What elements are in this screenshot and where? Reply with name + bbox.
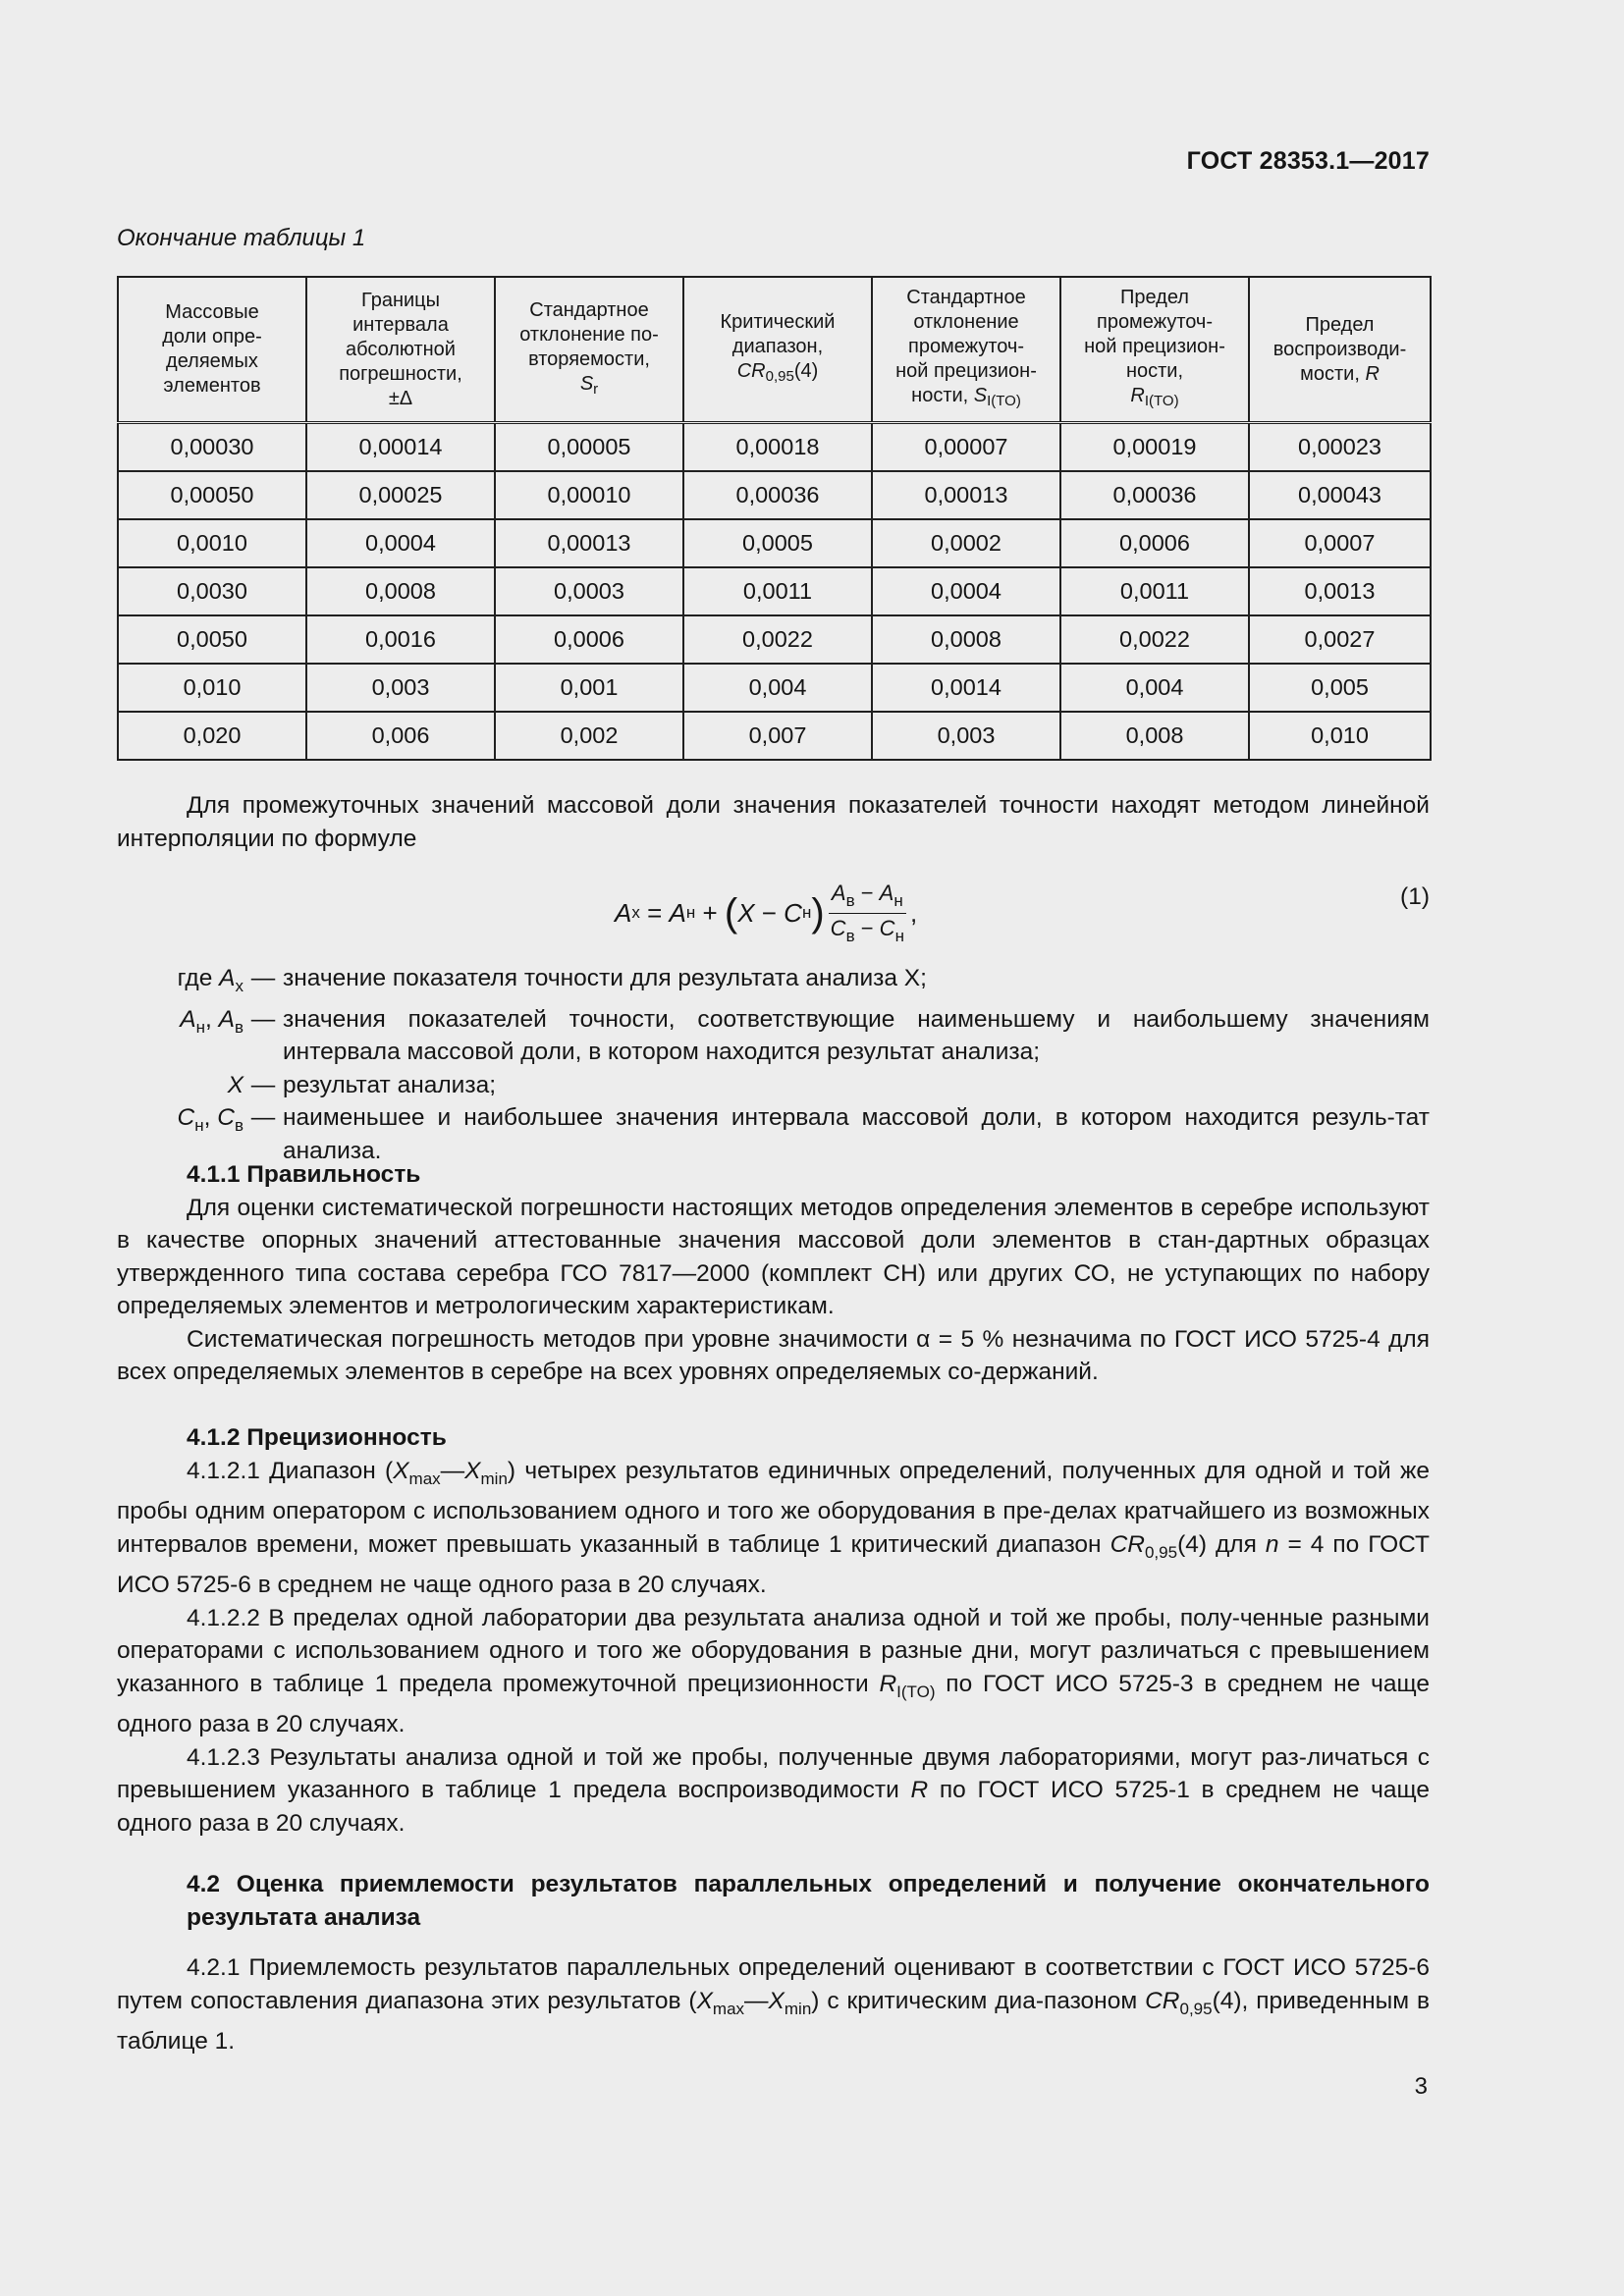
where-description: значение показателя точности для результата анализа X; bbox=[283, 965, 927, 991]
column-header-repeatability-sd: Стандартное отклонение по- вторяемости, $S_r$ bbox=[495, 277, 683, 423]
table-cell: 0,008 bbox=[1060, 712, 1249, 760]
table-cell: 0,004 bbox=[683, 664, 872, 712]
table-row bbox=[118, 423, 1431, 472]
section-title: 4.1.1 Правильность bbox=[187, 1161, 421, 1188]
where-description: значения показателей точности, соответствующие наименьшему и наибольшему значениям интервала массовой доли, в котором находится результат анализа; bbox=[283, 1005, 1430, 1065]
table-cell: 0,00005 bbox=[495, 423, 683, 472]
where-block bbox=[117, 962, 1430, 1167]
table-cell: 0,0022 bbox=[1060, 615, 1249, 664]
formula-number: (1) bbox=[1400, 883, 1430, 910]
where-row: X — результат анализа; bbox=[117, 1069, 1430, 1102]
table-cell: 0,00025 bbox=[306, 471, 495, 519]
table-cell: 0,0050 bbox=[118, 615, 306, 664]
table-cell: 0,020 bbox=[118, 712, 306, 760]
table-cell: 0,006 bbox=[306, 712, 495, 760]
table-cell: 0,0013 bbox=[1249, 567, 1431, 615]
table-cell: 0,00019 bbox=[1060, 423, 1249, 472]
section-title: 4.1.2 Прецизионность bbox=[187, 1424, 447, 1451]
table-cell: 0,00014 bbox=[306, 423, 495, 472]
table-cell: 0,005 bbox=[1249, 664, 1431, 712]
where-row: $C_н$, $C_в$ — наименьшее и наибольшее значения интервала массовой доли, в котором находится резуль-тат анализа. bbox=[117, 1101, 1430, 1167]
table-cell: 0,00050 bbox=[118, 471, 306, 519]
table-cell: 0,0006 bbox=[1060, 519, 1249, 567]
section-4-2 bbox=[117, 1868, 1430, 2058]
paragraph-4-1-2-2: 4.1.2.2 В пределах одной лаборатории два результата анализа одной и той же пробы, полу-ченные разными операторами с использованием одного и того же оборудования в разные дни, могут различаться с превышением указанного в таблице 1 предела промежуточной прецизионности $R_{I(TO)}$ по ГОСТ ИСО 5725-3 в среднем не чаще одного раза в 20 случаях. bbox=[117, 1604, 1431, 1737]
table-cell: 0,0014 bbox=[872, 664, 1060, 712]
table-cell: 0,0004 bbox=[872, 567, 1060, 615]
table-row bbox=[118, 567, 1431, 615]
table-cell: 0,003 bbox=[872, 712, 1060, 760]
where-row: где $A_х$ — значение показателя точности для результата анализа X; bbox=[117, 962, 1430, 1003]
interpolation-formula: A х = A н + ( X − C н ) $\frac{A_в - A_н}{C_в - C_н}$ , bbox=[615, 880, 918, 945]
table-row bbox=[118, 664, 1431, 712]
table-cell: 0,0004 bbox=[306, 519, 495, 567]
table-cell: 0,00007 bbox=[872, 423, 1060, 472]
table-cell: 0,00036 bbox=[1060, 471, 1249, 519]
where-symbol: где $A_х$ bbox=[177, 965, 244, 995]
table-cell: 0,007 bbox=[683, 712, 872, 760]
table-cell: 0,010 bbox=[118, 664, 306, 712]
document-header: ГОСТ 28353.1—2017 bbox=[1186, 147, 1430, 175]
where-symbol: $C_н$, $C_в$ bbox=[177, 1104, 244, 1135]
table-cell: 0,00013 bbox=[872, 471, 1060, 519]
table-caption: Окончание таблицы 1 bbox=[117, 225, 366, 251]
table-header-row bbox=[118, 277, 1431, 423]
table-cell: 0,0003 bbox=[495, 567, 683, 615]
table-row bbox=[118, 615, 1431, 664]
precision-table bbox=[117, 276, 1432, 761]
section-title: 4.2 Оценка приемлемости результатов параллельных определений и получение окончательного результата анализа bbox=[187, 1871, 1430, 1931]
intro-paragraph bbox=[117, 789, 1430, 855]
column-header-error-bounds: Границы интервала абсолютной погрешности, ±Δ bbox=[306, 277, 495, 423]
section-4-1-1 bbox=[117, 1158, 1430, 1389]
column-header-reproducibility-limit: Предел воспроизводи- мости, R bbox=[1249, 277, 1431, 423]
table-cell: 0,00013 bbox=[495, 519, 683, 567]
table-cell: 0,0016 bbox=[306, 615, 495, 664]
table-cell: 0,00023 bbox=[1249, 423, 1431, 472]
table-cell: 0,004 bbox=[1060, 664, 1249, 712]
paragraph: Систематическая погрешность методов при уровне значимости α = 5 % незначима по ГОСТ ИСО 5725-4 для всех определяемых элементов в серебре на всех уровнях определяемых со-держаний. bbox=[117, 1325, 1430, 1385]
paragraph: Для оценки систематической погрешности настоящих методов определения элементов в серебре используют в качестве опорных значений аттестованные значения массовой доли элементов в стан-дартных образцах утвержденного типа состава серебра ГСО 7817—2000 (комплект СН) или других СО, не уступающих по набору определяемых элементов и метрологическим характеристикам. bbox=[117, 1194, 1430, 1319]
table-body bbox=[118, 423, 1431, 761]
table-cell: 0,00030 bbox=[118, 423, 306, 472]
page-number: 3 bbox=[1414, 2073, 1428, 2100]
table-cell: 0,00010 bbox=[495, 471, 683, 519]
column-header-intermediate-limit: Предел промежуточ- ной прецизион- ности, $R_{I(TO)}$ bbox=[1060, 277, 1249, 423]
column-header-mass-fraction: Массовые доли опре- деляемых элементов bbox=[118, 277, 306, 423]
table-cell: 0,00018 bbox=[683, 423, 872, 472]
paragraph-4-1-2-1: 4.1.2.1 Диапазон $(X_{max}—X_{min})$ четырех результатов единичных определений, полученных для одной и той же пробы одним оператором с использованием одного и того же оборудования в пре-делах кратчайшего из возможных интервалов времени, может превышать указанный в таблице 1 критический диапазон $CR_{0,95}(4)$ для n = 4 по ГОСТ ИСО 5725-6 в среднем не чаще одного раза в 20 случаях. bbox=[117, 1457, 1430, 1598]
table-cell: 0,0007 bbox=[1249, 519, 1431, 567]
table-cell: 0,0010 bbox=[118, 519, 306, 567]
where-row: $A_н$, $A_в$ — значения показателей точности, соответствующие наименьшему и наибольшему значениям интервала массовой доли, в котором находится результат анализа; bbox=[117, 1003, 1430, 1069]
table-cell: 0,0030 bbox=[118, 567, 306, 615]
table-cell: 0,001 bbox=[495, 664, 683, 712]
column-header-critical-range: Критический диапазон, $CR_{0,95}(4)$ bbox=[683, 277, 872, 423]
table-row bbox=[118, 519, 1431, 567]
table-cell: 0,0005 bbox=[683, 519, 872, 567]
where-description: результат анализа; bbox=[283, 1071, 497, 1098]
where-symbol: $A_н$, $A_в$ bbox=[180, 1005, 244, 1037]
table-row bbox=[118, 471, 1431, 519]
where-symbol: X bbox=[227, 1071, 244, 1098]
table-cell: 0,0011 bbox=[683, 567, 872, 615]
table-cell: 0,003 bbox=[306, 664, 495, 712]
table-cell: 0,0008 bbox=[872, 615, 1060, 664]
table-cell: 0,0027 bbox=[1249, 615, 1431, 664]
table-cell: 0,0002 bbox=[872, 519, 1060, 567]
table-cell: 0,00043 bbox=[1249, 471, 1431, 519]
where-description: наименьшее и наибольшее значения интервала массовой доли, в котором находится резуль-тат анализа. bbox=[283, 1104, 1430, 1164]
paragraph-4-1-2-3: 4.1.2.3 Результаты анализа одной и той же пробы, полученные двумя лабораториями, могут раз-личаться с превышением указанного в таблице 1 предела воспроизводимости R по ГОСТ ИСО 5725-1 в среднем не чаще одного раза в 20 случаях. bbox=[117, 1743, 1430, 1837]
table-cell: 0,0022 bbox=[683, 615, 872, 664]
table-cell: 0,00036 bbox=[683, 471, 872, 519]
paragraph-4-2-1: 4.2.1 Приемлемость результатов параллельных определений оценивают в соответствии с ГОСТ ИСО 5725-6 путем сопоставления диапазона этих результатов $(X_{max}—X_{min})$ с критическим диа-пазоном $CR_{0,95}(4)$, приведенным в таблице 1. bbox=[117, 1954, 1430, 2055]
column-header-intermediate-sd: Стандартное отклонение промежуточ- ной прецизион- ности, $S_{I(TO)}$ bbox=[872, 277, 1060, 423]
intro-text: Для промежуточных значений массовой доли значения показателей точности находят методом линейной интерполяции по формуле bbox=[117, 792, 1430, 852]
section-4-1-2 bbox=[117, 1421, 1430, 1840]
table-cell: 0,0006 bbox=[495, 615, 683, 664]
table-cell: 0,002 bbox=[495, 712, 683, 760]
table-row bbox=[118, 712, 1431, 760]
table-cell: 0,010 bbox=[1249, 712, 1431, 760]
table-cell: 0,0011 bbox=[1060, 567, 1249, 615]
table-cell: 0,0008 bbox=[306, 567, 495, 615]
